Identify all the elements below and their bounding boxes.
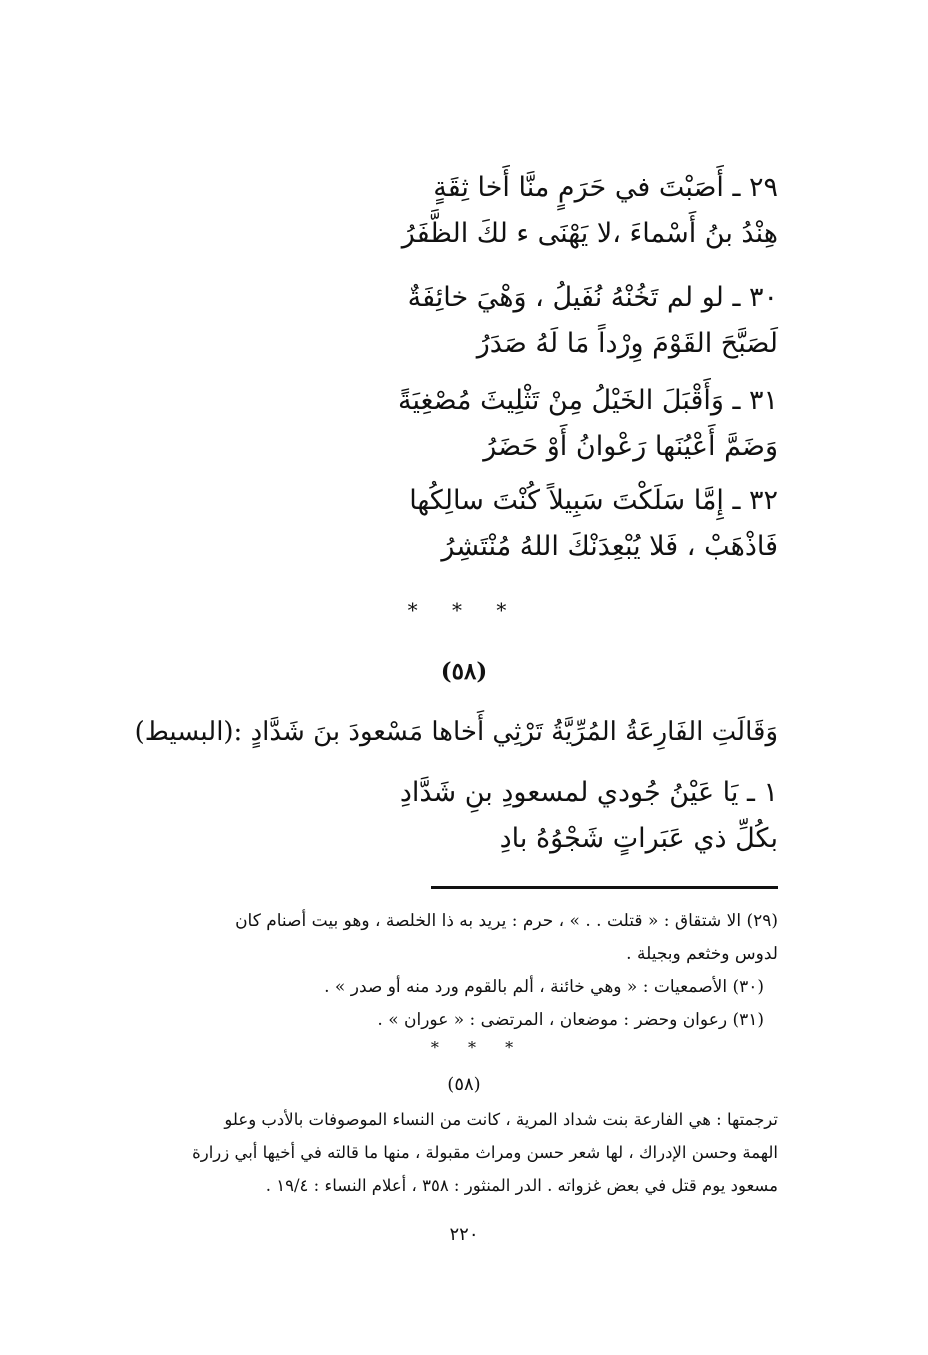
footnote-rule: [431, 886, 778, 889]
verse-1: [138, 770, 778, 862]
verse-first-hemistich: ٣١ ـ وَأَقْبَلَ الخَيْلُ مِنْ تَثْلِيثَ مُصْغِيَةً: [397, 385, 778, 416]
verse-first-hemistich: ١ ـ يَا عَيْنُ جُودي لمسعودِ بنِ شَدَّادِ: [399, 777, 778, 808]
bio-line: الهمة وحسن الإدراك ، لها شعر حسن ومراث مقبولة ، منها ما قالته في أخيها أبي زرارة: [192, 1143, 778, 1162]
bio-line: ترجمتها : هي الفارعة بنت شداد المرية ، كانت من النساء الموصوفات بالأدب وعلو: [224, 1110, 778, 1129]
verse-second-hemistich: هِنْدُ بنُ أَسْماءَ ،لا يَهْنَى ء لكَ الظَّفَرُ: [401, 218, 778, 249]
verse-second-hemistich: فَاذْهَبْ ، فَلا يُبْعِدَنْكَ اللهُ مُنْتَشِرُ: [441, 531, 778, 562]
verse-first-hemistich: ٢٩ ـ أَصَبْتَ في حَرَمٍ منَّا أَخا ثِقَةٍ: [433, 172, 778, 203]
verse-second-hemistich: لَصَبَّحَ القَوْمَ وِرْداً مَا لَهُ صَدَرُ: [476, 328, 778, 359]
verse-first-hemistich: ٣٠ ـ لو لم تَخُنْهُ نُفَيلُ ، وَهْيَ خائِفَةٌ: [407, 282, 778, 313]
page-number: ٢٢٠: [449, 1224, 479, 1245]
footnote-line: لدوس وخثعم وبجيلة .: [626, 944, 778, 964]
verse-30: [138, 275, 778, 367]
verse-second-hemistich: وَضَمَّ أَعْيُنَها رَعْوانُ أَوْ حَضَرُ: [483, 431, 778, 462]
section-separator: * * *: [407, 598, 521, 622]
footnote-line: (٢٩) الا شتقاق : « قتلت . . » ، حرم : يريد به ذا الخلصة ، وهو بيت أصنام كان: [235, 911, 778, 931]
verse-second-hemistich: بكُلِّ ذي عَبَراتٍ شَجْوُهُ بادِ: [499, 823, 778, 854]
verse-29: [138, 165, 778, 257]
footnote-separator: * * *: [430, 1038, 526, 1057]
bio-line: مسعود يوم قتل في بعض غزواته . الدر المنثور : ٣٥٨ ، أعلام النساء : ١٩/٤ .: [265, 1176, 778, 1195]
poem-number: (٥٨): [440, 658, 488, 685]
footnote-line: (٣١) رعوان وحضر : موضعان ، المرتضى : « عوران » .: [377, 1010, 764, 1030]
footnotes: [138, 905, 778, 1059]
footnote-line: (٣٠) الأصمعيات : « وهي خائنة ، ألم بالقوم ورد منه أو صدر » .: [324, 977, 764, 997]
verse-first-hemistich: ٣٢ ـ إِمَّا سَلَكْتَ سَبِيلاً كُنْتَ سالِكُها: [409, 485, 778, 516]
verse-31: [138, 378, 778, 470]
biography-note: [138, 1103, 778, 1202]
verse-32: [138, 478, 778, 570]
poem-intro: وَقَالَتِ الفَارِعَةُ المُرِّيَّةُ تَرْثِي أَخاها مَسْعودَ بنَ شَدَّادٍ :(البسيط): [134, 717, 778, 747]
bio-number: (٥٨): [447, 1074, 481, 1095]
